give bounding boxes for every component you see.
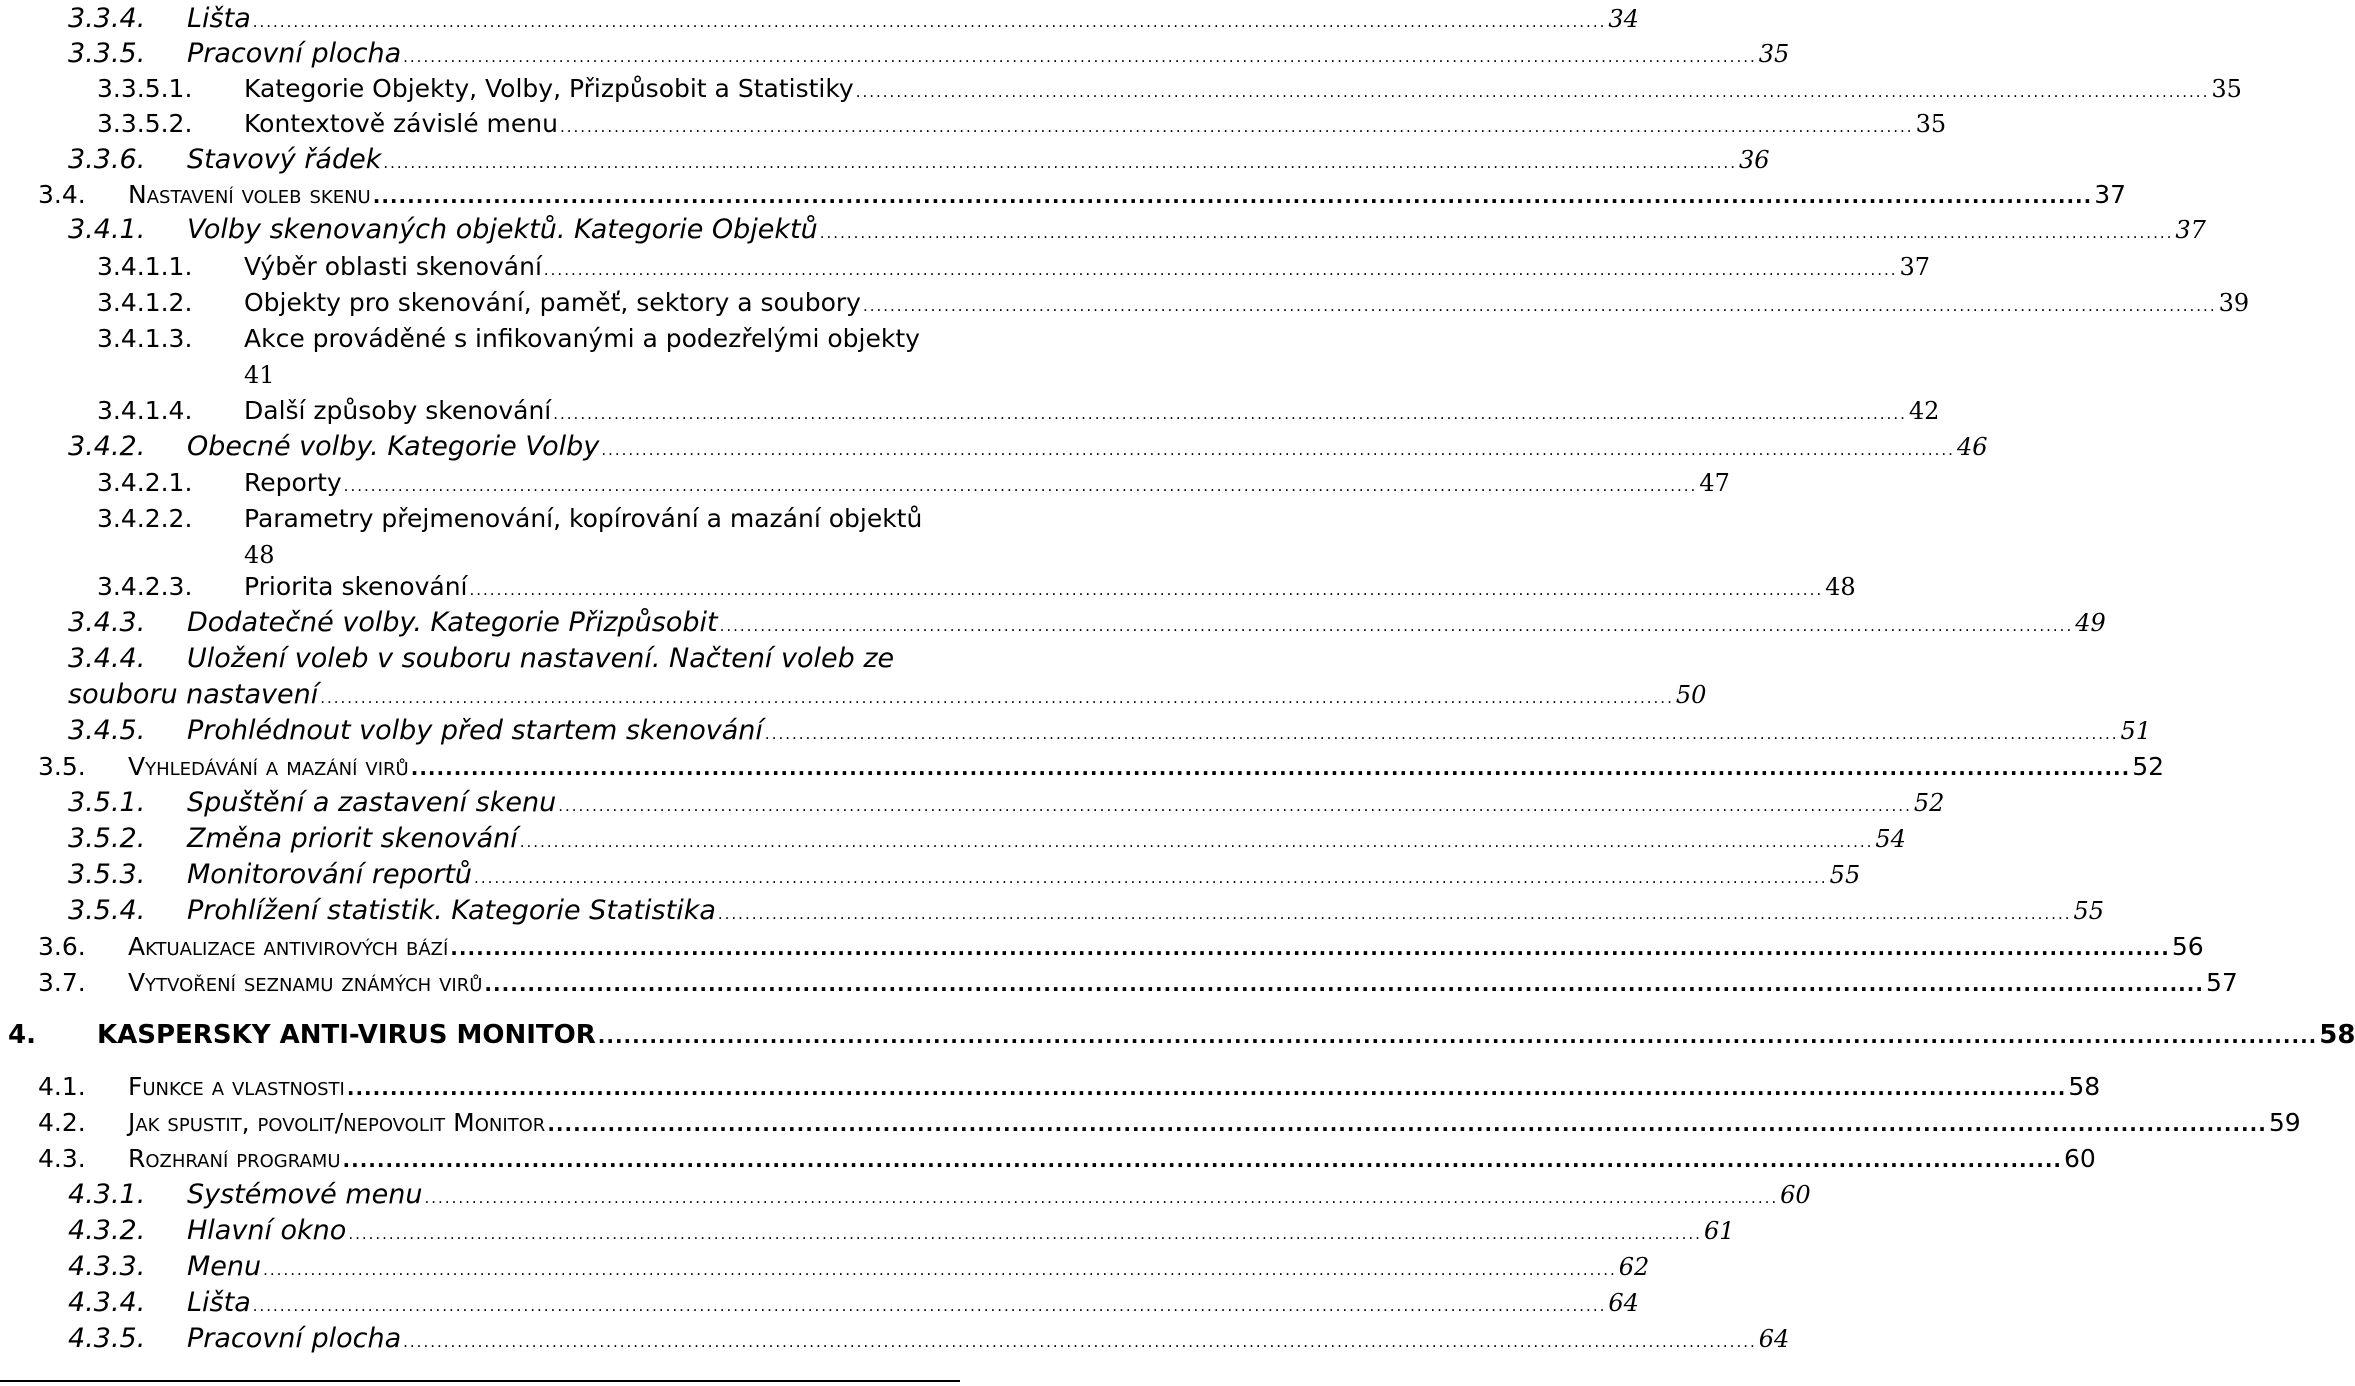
toc-entry[interactable] xyxy=(0,786,1945,820)
toc-entry-title: Kontextově závislé menu xyxy=(244,109,558,138)
toc-entry-number: 3.5.4. xyxy=(68,895,146,926)
toc-entry-title: Volby skenovaných objektů. Kategorie Objektů xyxy=(187,214,818,245)
toc-entry-number: 4.1. xyxy=(38,1072,86,1101)
toc-entry[interactable] xyxy=(0,1286,1639,1320)
toc-entry-number: 3.4.5. xyxy=(68,715,146,746)
toc-entry-page: 58 xyxy=(2319,1020,2355,1050)
toc-entry-page: 62 xyxy=(1618,1253,1650,1281)
toc-entry[interactable] xyxy=(0,966,2238,1000)
toc-entry-page: 52 xyxy=(1913,789,1945,817)
toc-entry-title: Další způsoby skenování xyxy=(244,396,552,425)
toc-dot-leader: ........................................................................................................................................................................................................ xyxy=(263,1261,1617,1279)
toc-entry-page: 48 xyxy=(244,541,275,569)
toc-dot-leader: ........................................................................................................................................................................................................ xyxy=(410,756,2131,780)
toc-entry[interactable] xyxy=(0,178,2127,212)
toc-entry-number: 3.4.2.2. xyxy=(97,504,193,533)
toc-entry-page: 61 xyxy=(1703,1217,1735,1245)
toc-entry-number: 3.4.2.3. xyxy=(97,572,193,601)
toc-entry-title: Rozhraní programu xyxy=(128,1144,341,1173)
toc-entry[interactable] xyxy=(0,858,1861,892)
toc-entry[interactable] xyxy=(0,37,1790,71)
toc-entry-number: 4.3.4. xyxy=(68,1287,146,1318)
toc-entry-title: Pracovní plocha xyxy=(187,1323,402,1354)
toc-entry-title: souboru nastavení xyxy=(68,679,319,710)
toc-entry-page: 35 xyxy=(1915,110,1947,138)
toc-entry-page: 36 xyxy=(1738,146,1770,174)
toc-entry-page: 35 xyxy=(2211,75,2242,103)
toc-dot-leader: ........................................................................................................................................................................................................ xyxy=(559,118,1914,136)
toc-entry[interactable] xyxy=(0,822,1906,856)
toc-dot-leader: ........................................................................................................................................................................................................ xyxy=(383,154,1737,172)
toc-dot-leader: ........................................................................................................................................................................................................ xyxy=(320,689,1674,707)
toc-entry-title: Aktualizace antivirových bází xyxy=(128,932,449,961)
toc-entry-title: Pracovní plocha xyxy=(187,38,402,69)
toc-dot-leader: ........................................................................................................................................................................................................ xyxy=(819,224,2174,242)
toc-entry-title: Prohlédnout volby před startem skenování xyxy=(187,715,763,746)
toc-dot-leader: ........................................................................................................................................................................................................ xyxy=(597,1024,2318,1048)
toc-entry-title: Uložení voleb v souboru nastavení. Načtení voleb ze xyxy=(187,643,895,674)
toc-dot-leader: ........................................................................................................................................................................................................ xyxy=(484,972,2204,996)
toc-entry-page: 51 xyxy=(2120,717,2152,745)
toc-entry-page: 39 xyxy=(2218,289,2250,317)
toc-dot-leader: ........................................................................................................................................................................................................ xyxy=(717,905,2072,923)
toc-entry-page: 41 xyxy=(244,361,275,389)
toc-entry-page: 59 xyxy=(2268,1108,2301,1137)
toc-entry-title: KASPERSKY ANTI-VIRUS MONITOR xyxy=(97,1020,596,1050)
toc-entry-title: Změna priorit skenování xyxy=(187,823,518,854)
toc-entry-number: 3.5.2. xyxy=(68,823,146,854)
toc-entry-page: 60 xyxy=(2064,1144,2096,1173)
toc-entry-number: 3.4.1.2. xyxy=(97,288,193,317)
toc-entry-page: 55 xyxy=(1829,861,1861,889)
toc-entry-title: Objekty pro skenování, paměť, sektory a soubory xyxy=(244,288,861,317)
toc-entry[interactable] xyxy=(0,394,1940,428)
toc-entry-page: 50 xyxy=(1675,681,1707,709)
toc-entry-number: 4. xyxy=(8,1020,36,1050)
toc-entry[interactable] xyxy=(0,714,2152,748)
toc-entry-title: Jak spustit, povolit/nepovolit Monitor xyxy=(128,1108,546,1137)
toc-entry[interactable] xyxy=(0,430,1988,464)
toc-entry-number: 3.3.5.1. xyxy=(97,74,193,103)
toc-entry-title: Prohlížení statistik. Kategorie Statistika xyxy=(187,895,716,926)
toc-entry-number: 3.4.1.1. xyxy=(97,252,193,281)
toc-entry-number: 3.4.2.1. xyxy=(97,468,193,497)
toc-entry-number: 3.5.1. xyxy=(68,787,146,818)
toc-entry-number: 3.5. xyxy=(38,752,86,781)
toc-entry-page: 34 xyxy=(1608,5,1639,33)
toc-dot-leader: ........................................................................................................................................................................................................ xyxy=(252,1297,1607,1315)
toc-entry-number: 4.2. xyxy=(38,1108,86,1137)
toc-entry-number: 4.3.3. xyxy=(68,1251,146,1282)
toc-entry-title: Stavový řádek xyxy=(187,144,382,175)
toc-entry[interactable] xyxy=(0,2,1639,36)
toc-entry-title: Menu xyxy=(187,1251,262,1282)
toc-dot-leader: ........................................................................................................................................................................................................ xyxy=(553,405,1907,423)
toc-dot-leader: ........................................................................................................................................................................................................ xyxy=(543,261,1898,279)
toc-entry-title: Dodatečné volby. Kategorie Přizpůsobit xyxy=(187,607,718,638)
toc-entry-number: 3.6. xyxy=(38,932,86,961)
toc-dot-leader: ........................................................................................................................................................................................................ xyxy=(519,833,1874,851)
toc-entry-number: 3.3.5. xyxy=(68,38,146,69)
toc-entry-page: 42 xyxy=(1908,397,1940,425)
toc-entry-title: Funkce a vlastnosti xyxy=(128,1072,345,1101)
toc-entry-title: Obecné volby. Kategorie Volby xyxy=(187,431,600,462)
toc-dot-leader: ........................................................................................................................................................................................................ xyxy=(372,184,2093,208)
toc-dot-leader: ........................................................................................................................................................................................................ xyxy=(424,1189,1779,1207)
toc-entry-page: 58 xyxy=(2068,1072,2101,1101)
toc-entry[interactable] xyxy=(0,606,2106,640)
toc-entry-page: 49 xyxy=(2075,609,2106,637)
toc-entry-page: 54 xyxy=(1875,825,1906,853)
toc-entry-page: 64 xyxy=(1758,1325,1790,1353)
toc-entry-number: 3.7. xyxy=(38,968,86,997)
toc-dot-leader: ........................................................................................................................................................................................................ xyxy=(764,725,2119,743)
toc-entry-number: 3.4.1.3. xyxy=(97,324,193,353)
toc-entry-title: Priorita skenování xyxy=(244,572,468,601)
toc-entry-page: 48 xyxy=(1825,573,1856,601)
toc-entry-page: 64 xyxy=(1608,1289,1639,1317)
toc-entry-title: Lišta xyxy=(187,1287,251,1318)
toc-dot-leader: ........................................................................................................................................................................................................ xyxy=(855,83,2210,101)
bottom-rule xyxy=(0,1380,960,1382)
toc-dot-leader: ........................................................................................................................................................................................................ xyxy=(403,48,1757,66)
toc-entry-number: 3.5.3. xyxy=(68,859,146,890)
toc-entry-page: 35 xyxy=(1758,40,1790,68)
toc-entry-page: 52 xyxy=(2132,752,2165,781)
toc-entry[interactable] xyxy=(0,750,2165,784)
toc-entry-title: Systémové menu xyxy=(187,1179,423,1210)
toc-dot-leader: ........................................................................................................................................................................................................ xyxy=(601,441,1955,459)
toc-entry[interactable] xyxy=(0,1070,2101,1104)
toc-entry-number: 3.4.4. xyxy=(68,643,146,674)
toc-entry-number: 4.3. xyxy=(38,1144,86,1173)
toc-entry-number: 4.3.5. xyxy=(68,1323,146,1354)
toc-dot-leader: ........................................................................................................................................................................................................ xyxy=(474,869,1828,887)
toc-entry-title: Vyhledávání a mazání virů xyxy=(128,752,409,781)
toc-entry[interactable] xyxy=(0,930,2204,964)
toc-dot-leader: ........................................................................................................................................................................................................ xyxy=(343,477,1698,495)
toc-entry[interactable] xyxy=(0,143,1770,177)
toc-entry[interactable] xyxy=(0,286,2250,320)
toc-entry[interactable] xyxy=(0,1142,2096,1176)
toc-entry-page: 37 xyxy=(2094,180,2127,209)
toc-entry-page: 55 xyxy=(2073,897,2105,925)
toc-entry[interactable] xyxy=(0,678,1707,712)
toc-entry[interactable] xyxy=(0,1106,2301,1140)
toc-entry-title: Akce prováděné s infikovanými a podezřelými objekty xyxy=(244,324,920,353)
toc-dot-leader: ........................................................................................................................................................................................................ xyxy=(403,1333,1757,1351)
toc-entry-title: Kategorie Objekty, Volby, Přizpůsobit a Statistiky xyxy=(244,74,854,103)
toc-entry-number: 3.4.1.4. xyxy=(97,396,193,425)
toc-dot-leader: ........................................................................................................................................................................................................ xyxy=(547,1112,2267,1136)
toc-entry-page: 47 xyxy=(1699,469,1730,497)
toc-entry[interactable] xyxy=(0,466,1730,500)
toc-entry-number: 4.3.1. xyxy=(68,1179,146,1210)
toc-entry-page: 37 xyxy=(1899,253,1931,281)
toc-dot-leader: ........................................................................................................................................................................................................ xyxy=(558,797,1912,815)
toc-entry-title: Parametry přejmenování, kopírování a mazání objektů xyxy=(244,504,923,533)
toc-entry-number: 3.4. xyxy=(38,180,86,209)
toc-entry[interactable] xyxy=(0,570,1856,604)
toc-entry-title: Výběr oblasti skenování xyxy=(244,252,542,281)
toc-entry[interactable] xyxy=(0,1214,1735,1248)
toc-entry-number: 3.3.6. xyxy=(68,144,146,175)
toc-entry[interactable] xyxy=(0,322,960,356)
toc-dot-leader: ........................................................................................................................................................................................................ xyxy=(342,1148,2063,1172)
toc-dot-leader: ........................................................................................................................................................................................................ xyxy=(252,13,1607,31)
toc-entry[interactable] xyxy=(0,1178,1811,1212)
toc-entry[interactable] xyxy=(0,1250,1650,1284)
toc-entry[interactable] xyxy=(0,250,1931,284)
toc-entry-number: 4.3.2. xyxy=(68,1215,146,1246)
toc-dot-leader: ........................................................................................................................................................................................................ xyxy=(719,617,2074,635)
toc-entry-number: 3.3.5.2. xyxy=(97,109,193,138)
toc-entry-page: 60 xyxy=(1780,1181,1811,1209)
toc-entry-title: Hlavní okno xyxy=(187,1215,347,1246)
toc-entry-title: Reporty xyxy=(244,468,342,497)
toc-dot-leader: ........................................................................................................................................................................................................ xyxy=(862,297,2217,315)
toc-entry[interactable] xyxy=(0,642,960,676)
toc-entry[interactable] xyxy=(0,502,960,536)
toc-entry-title: Lišta xyxy=(187,3,251,34)
toc-entry-title: Spuštění a zastavení skenu xyxy=(187,787,557,818)
toc-dot-leader: ........................................................................................................................................................................................................ xyxy=(346,1076,2067,1100)
toc-entry-page: 37 xyxy=(2175,216,2206,244)
toc-entry-title: Vytvoření seznamu známých virů xyxy=(128,968,483,997)
toc-entry-number: 3.3.4. xyxy=(68,3,146,34)
toc-entry[interactable] xyxy=(0,1322,1790,1356)
toc-entry-page: 57 xyxy=(2205,968,2238,997)
toc-entry-number: 3.4.3. xyxy=(68,607,146,638)
toc-dot-leader: ........................................................................................................................................................................................................ xyxy=(450,936,2170,960)
toc-entry-page: 56 xyxy=(2171,932,2204,961)
toc-entry[interactable] xyxy=(0,107,1947,141)
toc-entry[interactable] xyxy=(0,72,2242,106)
toc-entry[interactable] xyxy=(0,213,2206,247)
toc-dot-leader: ........................................................................................................................................................................................................ xyxy=(469,581,1824,599)
toc-entry-page: 46 xyxy=(1956,433,1988,461)
toc-entry-number: 3.4.1. xyxy=(68,214,146,245)
toc-entry[interactable] xyxy=(0,1018,2355,1052)
toc-entry-title: Monitorování reportů xyxy=(187,859,473,890)
toc-entry-title: Nastavení voleb skenu xyxy=(128,180,371,209)
toc-entry[interactable] xyxy=(0,894,2105,928)
toc-entry-number: 3.4.2. xyxy=(68,431,146,462)
toc-dot-leader: ........................................................................................................................................................................................................ xyxy=(348,1225,1702,1243)
